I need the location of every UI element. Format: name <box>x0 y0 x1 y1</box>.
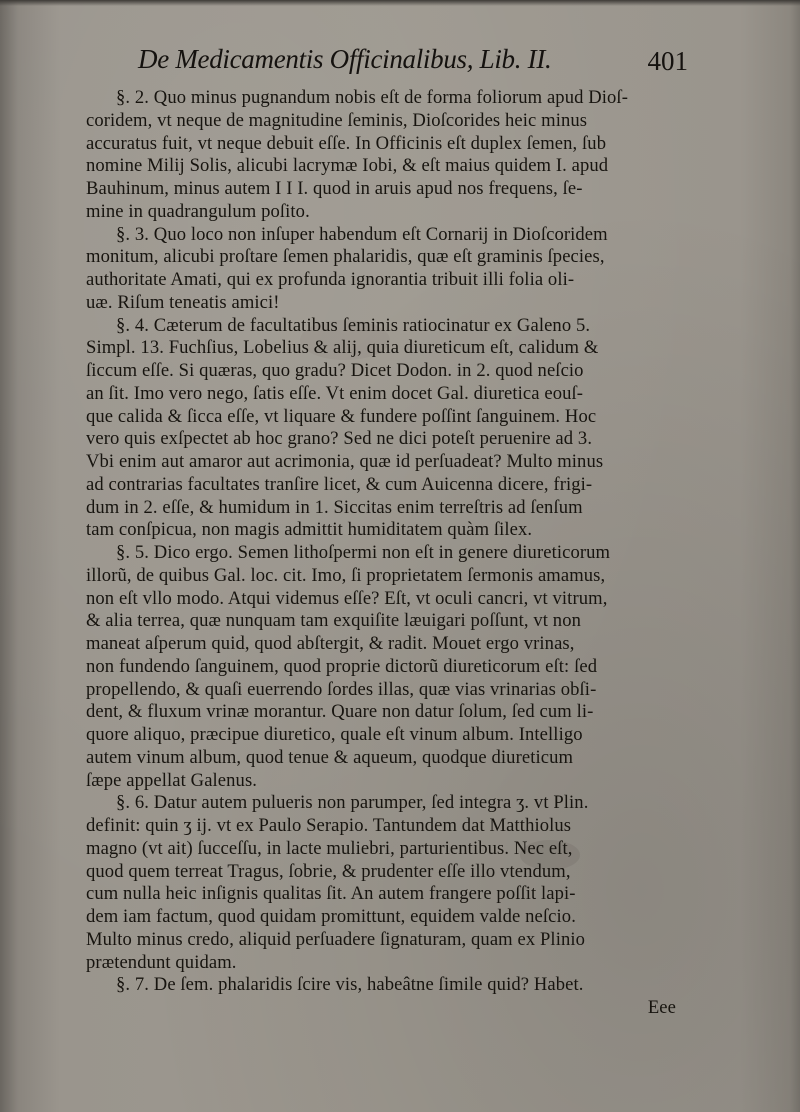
text-line: monitum, alicubi proſtare ſemen phalaridis, quæ eſt graminis ſpecies, <box>86 246 605 268</box>
text-line: dum in 2. eſſe, & humidum in 1. Siccitas enim terreſtris ad ſenſum <box>86 496 583 518</box>
text-line: Simpl. 13. Fuchſius, Lobelius & alij, quia diureticum eſt, calidum & <box>86 337 599 359</box>
text-line: Multo minus credo, aliquid perſuadere ſignaturam, quam ex Plinio <box>86 928 586 950</box>
body-text <box>86 87 726 1020</box>
text-line: authoritate Amati, qui ex profunda ignorantia tribuit illi folia oli- <box>86 269 575 290</box>
text-line: Vbi enim aut amaror aut acrimonia, quæ id perſuadeat? Multo minus <box>86 451 604 472</box>
text-line: & alia terrea, quæ nunquam tam exquiſite læuigari poſſunt, vt non <box>86 610 582 632</box>
text-line: propellendo, & quaſi euerrendo ſordes illas, quæ vias vrinarias obſi- <box>86 678 597 700</box>
text-line: dent, & fluxum vrinæ morantur. Quare non datur ſolum, ſed cum li- <box>86 701 594 723</box>
text-line: §. 3. Quo loco non inſuper habendum eſt Cornarij in Dioſcoridem <box>116 223 608 245</box>
text-line: nomine Milij Solis, alicubi lacrymæ Iobi, & eſt maius quidem I. apud <box>86 155 609 177</box>
text-line: mine in quadrangulum poſito. <box>86 200 310 222</box>
text-line: que calida & ſicca eſſe, vt liquare & fundere poſſint ſanguinem. Hoc <box>86 405 597 427</box>
running-title: De Medicamentis Officinalibus, Lib. II. <box>138 44 552 74</box>
page-header <box>138 44 698 90</box>
text-line: ſæpe appellat Galenus. <box>86 769 258 791</box>
text-line: an ſit. Imo vero nego, ſatis eſſe. Vt enim docet Gal. diuretica eouſ- <box>86 382 584 404</box>
text-line: vero quis exſpectet ab hoc grano? Sed ne dici poteſt peruenire ad 3. <box>86 428 593 450</box>
text-line: uæ. Riſum teneatis amici! <box>86 291 280 313</box>
text-line: tam conſpicua, non magis admittit humiditatem quàm ſilex. <box>86 519 533 541</box>
text-line: ad contrarias facultates tranſire licet, & cum Auicenna dicere, frigi- <box>86 473 593 495</box>
text-line: autem vinum album, quod tenue & aqueum, quodque diureticum <box>86 746 574 768</box>
text-line: accuratus fuit, vt neque debuit eſſe. In Officinis eſt duplex ſemen, ſub <box>86 132 607 154</box>
text-line: §. 4. Cæterum de facultatibus ſeminis ratiocinatur ex Galeno 5. <box>116 314 591 336</box>
text-line: maneat aſperum quid, quod abſtergit, & radit. Mouet ergo vrinas, <box>86 633 575 654</box>
text-line: non eſt vllo modo. Atqui videmus eſſe? Eſt, vt oculi cancri, vt vitrum, <box>86 587 608 609</box>
text-line: definit: quin ʒ ij. vt ex Paulo Serapio. Tantundem dat Matthiolus <box>86 815 572 836</box>
text-line: illorũ, de quibus Gal. loc. cit. Imo, ſi proprietatem ſermonis amamus, <box>86 564 606 586</box>
text-line: §. 6. Datur autem pulueris non parumper, ſed integra ʒ. vt Plin. <box>116 792 589 814</box>
text-line: cum nulla heic inſignis qualitas ſit. An autem frangere poſſit lapi- <box>86 883 576 905</box>
page-number: 401 <box>647 46 688 76</box>
text-line: §. 5. Dico ergo. Semen lithoſpermi non eſt in genere diureticorum <box>116 542 611 563</box>
text-line: coridem, vt neque de magnitudine ſeminis, Dioſcorides heic minus <box>86 109 588 131</box>
signature-mark: Eee <box>647 997 676 1018</box>
text-line: §. 2. Quo minus pugnandum nobis eſt de forma foliorum apud Dioſ- <box>116 87 628 108</box>
text-line: prætendunt quidam. <box>86 951 237 973</box>
text-line: non fundendo ſanguinem, quod proprie dictorũ diureticorum eſt: ſed <box>86 655 598 677</box>
text-line: dem iam factum, quod quidam promittunt, equidem valde neſcio. <box>86 906 576 927</box>
text-line: magno (vt ait) ſucceſſu, in lacte muliebri, parturientibus. Nec eſt, <box>86 837 573 859</box>
page-edge-shadow <box>0 0 800 6</box>
text-line: ſiccum eſſe. Si quæras, quo gradu? Dicet Dodon. in 2. quod neſcio <box>86 360 584 381</box>
text-line: quore aliquo, præcipue diuretico, quale eſt vinum album. Intelligo <box>86 724 583 745</box>
text-line: §. 7. De ſem. phalaridis ſcire vis, habeâtne ſimile quid? Habet. <box>116 974 584 996</box>
text-line: quod quem terreat Tragus, ſobrie, & prudenter eſſe illo vtendum, <box>86 860 571 882</box>
text-line: Bauhinum, minus autem I I I. quod in aruis apud nos frequens, ſe- <box>86 178 583 199</box>
